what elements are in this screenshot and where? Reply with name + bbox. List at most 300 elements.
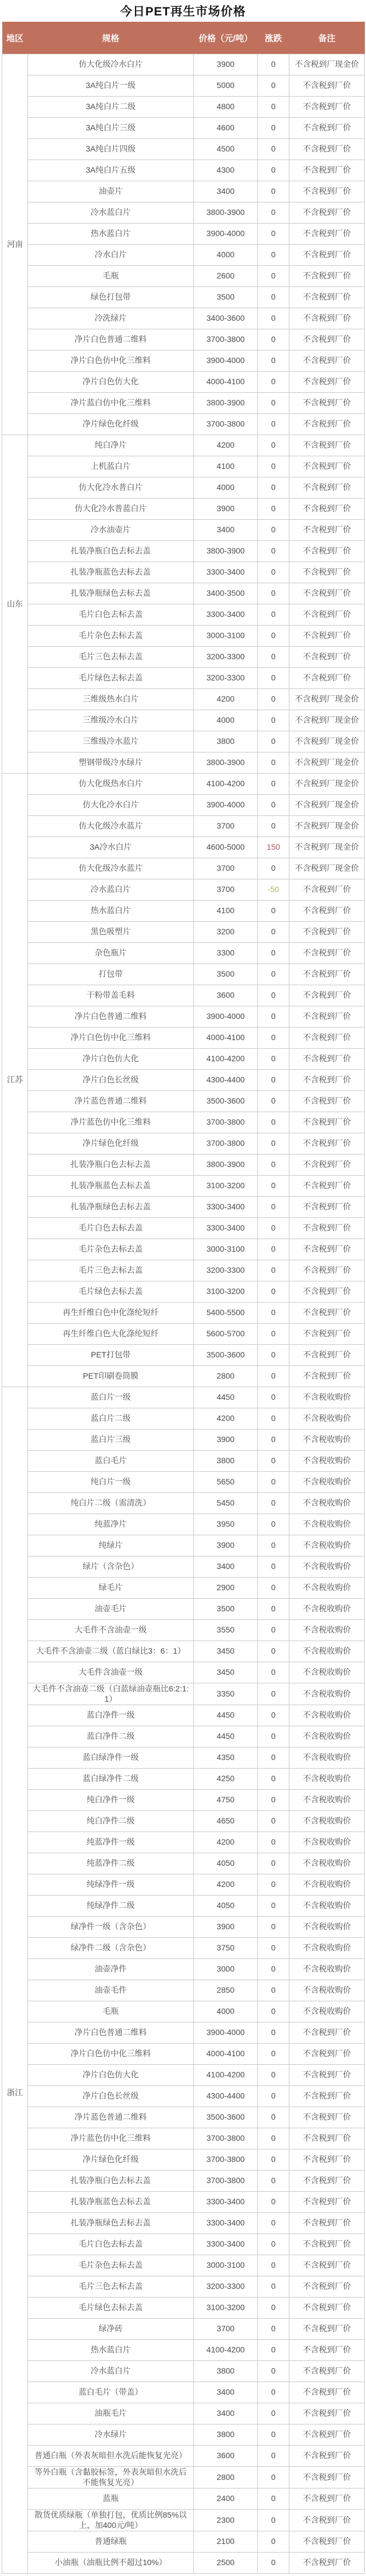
price-cell: 4750 [194,1790,258,1811]
change-cell: 0 [258,2022,289,2044]
change-cell: 0 [258,710,289,731]
note-cell: 不含税到厂价 [289,604,365,626]
change-cell: 0 [258,985,289,1006]
spec-cell: 冷水白片 [28,245,194,266]
change-cell: 0 [258,1556,289,1578]
note-cell: 不含税到厂价 [289,1239,365,1260]
price-cell: 3200-3300 [194,668,258,689]
price-cell: 2400 [194,2489,258,2510]
table-row [2,2192,365,2213]
table-row [2,1769,365,1790]
price-cell: 3900-4000 [194,351,258,372]
spec-cell: 蓝白绿净件二级 [28,1769,194,1790]
change-cell: 0 [258,287,289,308]
change-cell: 0 [258,202,289,224]
price-cell: 3400-3600 [194,308,258,329]
change-cell: 0 [258,1239,289,1260]
price-cell: 3100-3200 [194,1281,258,1303]
change-cell: 0 [258,2044,289,2065]
change-cell: 0 [258,1705,289,1726]
price-cell: 3500-3600 [194,1345,258,1366]
spec-cell: 蓝白片三级 [28,1430,194,1451]
note-cell: 不含税收购价 [289,1769,365,1790]
price-cell: 4100-4200 [194,1049,258,1070]
price-cell: 2300 [194,2510,258,2531]
spec-cell: 再生纤维白色中化涤纶短纤 [28,1303,194,1324]
note-cell: 不含税到厂价 [289,943,365,964]
price-cell: 4600-5000 [194,837,258,858]
note-cell: 不含税到厂价 [289,266,365,287]
spec-cell: 毛片杂色去标去盖 [28,626,194,647]
table-row [2,97,365,118]
note-cell: 不含税到厂价 [289,626,365,647]
note-cell: 不含税到厂价 [289,1281,365,1303]
price-cell: 3450 [194,1641,258,1662]
table-row [2,1366,365,1387]
note-cell: 不含税收购价 [289,1832,365,1853]
change-cell: 0 [258,2446,289,2467]
table-row [2,266,365,287]
change-cell: 0 [258,477,289,499]
spec-cell: 大毛件不含油壶二级（白蓝绿油壶瓶比6:2:1:1） [28,1683,194,1705]
change-cell: 0 [258,943,289,964]
price-cell: 5600-5700 [194,1324,258,1345]
change-cell: 0 [258,414,289,435]
note-cell: 不含税收购价 [289,1726,365,1747]
note-cell: 不含税到厂价 [289,435,365,456]
table-row [2,604,365,626]
table-row [2,668,365,689]
change-cell: 0 [258,2382,289,2403]
table-row [2,1112,365,1133]
price-cell: 3300-3400 [194,2213,258,2234]
price-cell: 3700 [194,858,258,879]
spec-cell: 蓝白净件一级 [28,1705,194,1726]
note-cell: 不含税到厂价 [289,985,365,1006]
spec-cell: 净片蓝白仿中化三维料 [28,393,194,414]
note-cell: 不含税到厂价 [289,2276,365,2298]
note-cell: 不含税到厂价 [289,393,365,414]
change-cell: 0 [258,626,289,647]
price-cell: 3400 [194,2382,258,2403]
change-cell: 0 [258,1387,289,1408]
note-cell: 不含税到厂价 [289,499,365,520]
price-cell: 2500 [194,2553,258,2574]
spec-cell: 仿大化冷水普白片 [28,477,194,499]
price-cell: 4200 [194,435,258,456]
note-cell: 不含税到厂价 [289,477,365,499]
change-cell: 0 [258,774,289,795]
change-cell: 0 [258,731,289,753]
price-cell: 3500-3600 [194,1091,258,1112]
table-row [2,245,365,266]
spec-cell: 油瓶毛片 [28,2403,194,2424]
spec-cell: 绿片（含杂色） [28,1556,194,1578]
change-cell: 0 [258,1790,289,1811]
price-cell: 5450 [194,1493,258,1514]
spec-cell: 热水蓝白片 [28,2340,194,2361]
table-row [2,2086,365,2107]
note-cell: 不含税到厂价 [289,2553,365,2574]
spec-cell: 净片白色普通二维料 [28,2022,194,2044]
spec-cell: 扎装净瓶蓝色去标去盖 [28,2192,194,2213]
change-cell: 0 [258,2171,289,2192]
table-row [2,2446,365,2467]
region-label: 河南 [7,239,23,249]
spec-cell: 毛片白色去标去盖 [28,2234,194,2255]
table-row [2,922,365,943]
change-cell: 0 [258,54,289,75]
table-row [2,118,365,139]
spec-cell: 散货优质绿瓶（单独打包，优质比例85%以上，加400元/吨） [28,2510,194,2531]
table-row [2,1176,365,1197]
spec-cell: 毛瓶 [28,2001,194,2022]
price-cell: 4300 [194,160,258,181]
spec-cell: 油壶毛件 [28,1980,194,2001]
table-row [2,1408,365,1430]
change-cell: 0 [258,2531,289,2553]
change-cell: 0 [258,329,289,351]
note-cell: 不含税收购价 [289,1917,365,1938]
table-row [2,2022,365,2044]
change-cell: 0 [258,1345,289,1366]
table-row [2,2065,365,2086]
note-cell: 不含税到厂价 [289,2403,365,2424]
spec-cell: 干粉带盖毛料 [28,985,194,1006]
note-cell: 不含税到厂现金价 [289,731,365,753]
table-row [2,2107,365,2128]
price-cell: 3800-3900 [194,202,258,224]
price-cell: 4000-4100 [194,372,258,393]
change-cell: 0 [258,858,289,879]
spec-cell: 冷水绿片 [28,2424,194,2446]
change-cell: 0 [258,351,289,372]
table-row [2,964,365,985]
note-cell: 不含税收购价 [289,1980,365,2001]
table-row [2,1133,365,1154]
spec-cell: 扎装净瓶蓝色去标去盖 [28,562,194,583]
note-cell: 不含税到厂价 [289,2382,365,2403]
spec-cell: 纯白净件二级 [28,1811,194,1832]
change-cell: 0 [258,308,289,329]
note-cell: 不含税收购价 [289,1535,365,1556]
note-cell: 不含税到厂价 [289,647,365,668]
table-row [2,2510,365,2531]
spec-cell: 毛瓶 [28,266,194,287]
note-cell: 不含税到厂价 [289,308,365,329]
note-cell: 不含税到厂现金价 [289,753,365,774]
change-cell: 0 [258,1599,289,1620]
change-cell: 0 [258,1938,289,1959]
spec-cell: 仿大化级冷水蓝片 [28,858,194,879]
change-cell: 0 [258,1408,289,1430]
price-cell: 3100-3200 [194,1176,258,1197]
price-cell: 4200 [194,689,258,710]
change-cell: 0 [258,1832,289,1853]
price-cell: 4250 [194,1769,258,1790]
change-cell: 0 [258,266,289,287]
price-cell: 3400 [194,2403,258,2424]
table-row [2,477,365,499]
change-cell: 0 [258,1260,289,1281]
table-row [2,1430,365,1451]
spec-cell: 净片白色普通二维料 [28,1006,194,1028]
price-cell: 3700 [194,879,258,901]
change-cell: 0 [258,2065,289,2086]
note-cell: 不含税收购价 [289,1430,365,1451]
note-cell: 不含税到厂价 [289,1028,365,1049]
price-cell: 3700-3800 [194,2149,258,2171]
table-row [2,837,365,858]
spec-cell: 打包带 [28,964,194,985]
price-cell: 3400-3500 [194,583,258,604]
table-row [2,1556,365,1578]
change-cell: 0 [258,2001,289,2022]
change-cell: 0 [258,456,289,477]
change-cell: 0 [258,2361,289,2382]
note-cell: 不含税到厂价 [289,1006,365,1028]
note-cell: 不含税到厂价 [289,1260,365,1281]
note-cell: 不含税到厂现金价 [289,774,365,795]
table-row [2,1239,365,1260]
spec-cell: 毛片绿色去标去盖 [28,1281,194,1303]
table-row [2,2213,365,2234]
change-cell: 0 [258,1112,289,1133]
note-cell: 不含税收购价 [289,1641,365,1662]
change-cell: 0 [258,97,289,118]
table-row [2,2340,365,2361]
price-cell: 2100 [194,2531,258,2553]
region-cell [2,54,28,435]
spec-cell: 毛片白色去标去盖 [28,604,194,626]
spec-cell: 3A纯白片五级 [28,160,194,181]
note-cell: 不含税收购价 [289,1387,365,1408]
region-cell [2,435,28,774]
table-row [2,562,365,583]
change-cell: 0 [258,668,289,689]
note-cell: 不含税到厂现金价 [289,689,365,710]
spec-cell: 仿大化级热水白片 [28,774,194,795]
note-cell: 不含税到厂价 [289,224,365,245]
spec-cell: 净片蓝色普通二维料 [28,2107,194,2128]
spec-cell: 净片白色仿中化三维料 [28,2044,194,2065]
price-cell: 3300-3400 [194,2192,258,2213]
spec-cell: 大毛件不含油壶二级（蓝白绿比3：6：1） [28,1641,194,1662]
table-row [2,1683,365,1705]
price-cell: 4350 [194,1747,258,1769]
note-cell: 不含税收购价 [289,1451,365,1472]
spec-cell: 纯绿片 [28,1535,194,1556]
spec-cell: 仿大化冷水普蓝白片 [28,499,194,520]
change-cell: 0 [258,1154,289,1176]
spec-cell: 毛片三色去标去盖 [28,2276,194,2298]
note-cell: 不含税收购价 [289,1896,365,1917]
change-cell: 0 [258,583,289,604]
price-cell: 2600 [194,266,258,287]
spec-cell: 净片绿色化纤级 [28,1133,194,1154]
note-cell: 不含税收购价 [289,1578,365,1599]
note-cell: 不含税到厂价 [289,964,365,985]
spec-cell: 蓝白毛片（带盖） [28,2382,194,2403]
note-cell: 不含税到厂价 [289,181,365,202]
spec-cell: 净片白色长丝级 [28,1070,194,1091]
note-cell: 不含税到厂价 [289,1324,365,1345]
price-cell: 3600 [194,985,258,1006]
change-cell: 0 [258,1747,289,1769]
price-cell: 3200-3300 [194,1260,258,1281]
spec-cell: 绿色打包带 [28,287,194,308]
spec-cell: 蓝白毛片 [28,1451,194,1472]
note-cell: 不含税到厂价 [289,1112,365,1133]
spec-cell: 绿净砖 [28,2319,194,2340]
price-cell: 2900 [194,1578,258,1599]
change-cell: 0 [258,1430,289,1451]
spec-cell: 绿毛片 [28,1578,194,1599]
table-row [2,2553,365,2574]
change-cell: 0 [258,1303,289,1324]
note-cell: 不含税到厂价 [289,2234,365,2255]
note-cell: 不含税收购价 [289,1514,365,1535]
price-cell: 5000 [194,75,258,97]
change-cell: 0 [258,1472,289,1493]
price-cell: 3800 [194,731,258,753]
price-cell: 4200 [194,1832,258,1853]
note-cell: 不含税收购价 [289,1705,365,1726]
table-row [2,329,365,351]
note-cell: 不含税到厂价 [289,329,365,351]
price-cell: 3300-3400 [194,2234,258,2255]
note-cell: 不含税到厂价 [289,2213,365,2234]
price-cell: 4050 [194,1853,258,1874]
change-cell: 0 [258,2276,289,2298]
note-cell: 不含税到厂价 [289,2171,365,2192]
spec-cell: 扎装净瓶绿色去标去盖 [28,1197,194,1218]
spec-cell: 纯白片一级 [28,1472,194,1493]
note-cell: 不含税收购价 [289,1620,365,1641]
note-cell: 不含税到厂价 [289,2022,365,2044]
table-row [2,1260,365,1281]
spec-cell: 油壶片 [28,181,194,202]
spec-cell: 三维级热水白片 [28,689,194,710]
spec-cell: 净片白色仿中化三维料 [28,1028,194,1049]
price-cell: 2850 [194,1980,258,2001]
price-cell: 3000 [194,1959,258,1980]
spec-cell: 纯白净片 [28,435,194,456]
change-cell: 0 [258,1049,289,1070]
change-cell: 0 [258,2403,289,2424]
price-cell: 5650 [194,1472,258,1493]
spec-cell: PET打包带 [28,1345,194,1366]
spec-cell: 净片白色长丝级 [28,2086,194,2107]
table-row [2,2276,365,2298]
table-row [2,308,365,329]
change-cell: 0 [258,1641,289,1662]
header-region: 地区 [2,22,28,54]
change-cell: 0 [258,1197,289,1218]
price-cell: 3900-4000 [194,795,258,816]
spec-cell: 净片蓝色仿中化三维料 [28,2128,194,2149]
change-cell: 0 [258,816,289,837]
table-row [2,224,365,245]
note-cell: 不含税到厂价 [289,922,365,943]
table-row [2,1493,365,1514]
note-cell: 不含税收购价 [289,1959,365,1980]
spec-cell: 3A纯白片一级 [28,75,194,97]
table-row [2,1747,365,1769]
price-cell: 3400 [194,1556,258,1578]
table-row [2,1620,365,1641]
region-cell [2,774,28,1387]
table-row [2,753,365,774]
spec-cell: 纯白片二级（需清洗） [28,1493,194,1514]
table-row [2,541,365,562]
table-row [2,1028,365,1049]
note-cell: 不含税到厂价 [289,2424,365,2446]
table-row [2,2255,365,2276]
spec-cell: 三维级冷水蓝片 [28,731,194,753]
change-cell: 0 [258,2424,289,2446]
spec-cell: 热水蓝白片 [28,901,194,922]
note-cell: 不含税到厂价 [289,562,365,583]
table-row [2,1535,365,1556]
note-cell: 不含税到厂价 [289,372,365,393]
change-cell: 0 [258,2510,289,2531]
note-cell: 不含税到厂价 [289,541,365,562]
note-cell: 不含税到厂价 [289,2192,365,2213]
change-cell: 0 [258,541,289,562]
price-cell: 4100 [194,456,258,477]
table-row [2,1514,365,1535]
price-cell: 4100-4200 [194,774,258,795]
spec-cell: 等外白瓶（含黏胶标签，外表灰暗但水洗后不能恢复光亮） [28,2467,194,2489]
price-cell: 3800-3900 [194,753,258,774]
table-row [2,351,365,372]
table-row [2,1980,365,2001]
table-row [2,414,365,435]
spec-cell: 纯绿净件一级 [28,1874,194,1896]
note-cell: 不含税到厂价 [289,2298,365,2319]
change-cell: 0 [258,2107,289,2128]
change-cell: 0 [258,1726,289,1747]
spec-cell: 三维级冷水白片 [28,710,194,731]
change-cell: 0 [258,1959,289,1980]
change-cell: 0 [258,1535,289,1556]
note-cell: 不含税到厂价 [289,2044,365,2065]
change-cell: 0 [258,2192,289,2213]
table-row [2,1451,365,1472]
change-cell: 0 [258,2467,289,2489]
change-cell: 0 [258,1662,289,1683]
change-cell: 0 [258,1451,289,1472]
spec-cell: 蓝瓶 [28,2489,194,2510]
spec-cell: 3A纯白片三级 [28,118,194,139]
note-cell: 不含税收购价 [289,1472,365,1493]
price-cell: 3500 [194,287,258,308]
price-cell: 4650 [194,1811,258,1832]
note-cell: 不含税收购价 [289,1747,365,1769]
note-cell: 不含税到厂价 [289,2340,365,2361]
change-cell: 0 [258,393,289,414]
price-cell: 3800-3900 [194,1154,258,1176]
spec-cell: 热水蓝白片 [28,224,194,245]
note-cell: 不含税到厂价 [289,1176,365,1197]
header-row [2,22,365,54]
price-cell: 3200 [194,922,258,943]
table-row [2,2149,365,2171]
price-cell: 3900-4000 [194,224,258,245]
price-cell: 4450 [194,1387,258,1408]
spec-cell: 绿净件二级（含杂色） [28,1938,194,1959]
